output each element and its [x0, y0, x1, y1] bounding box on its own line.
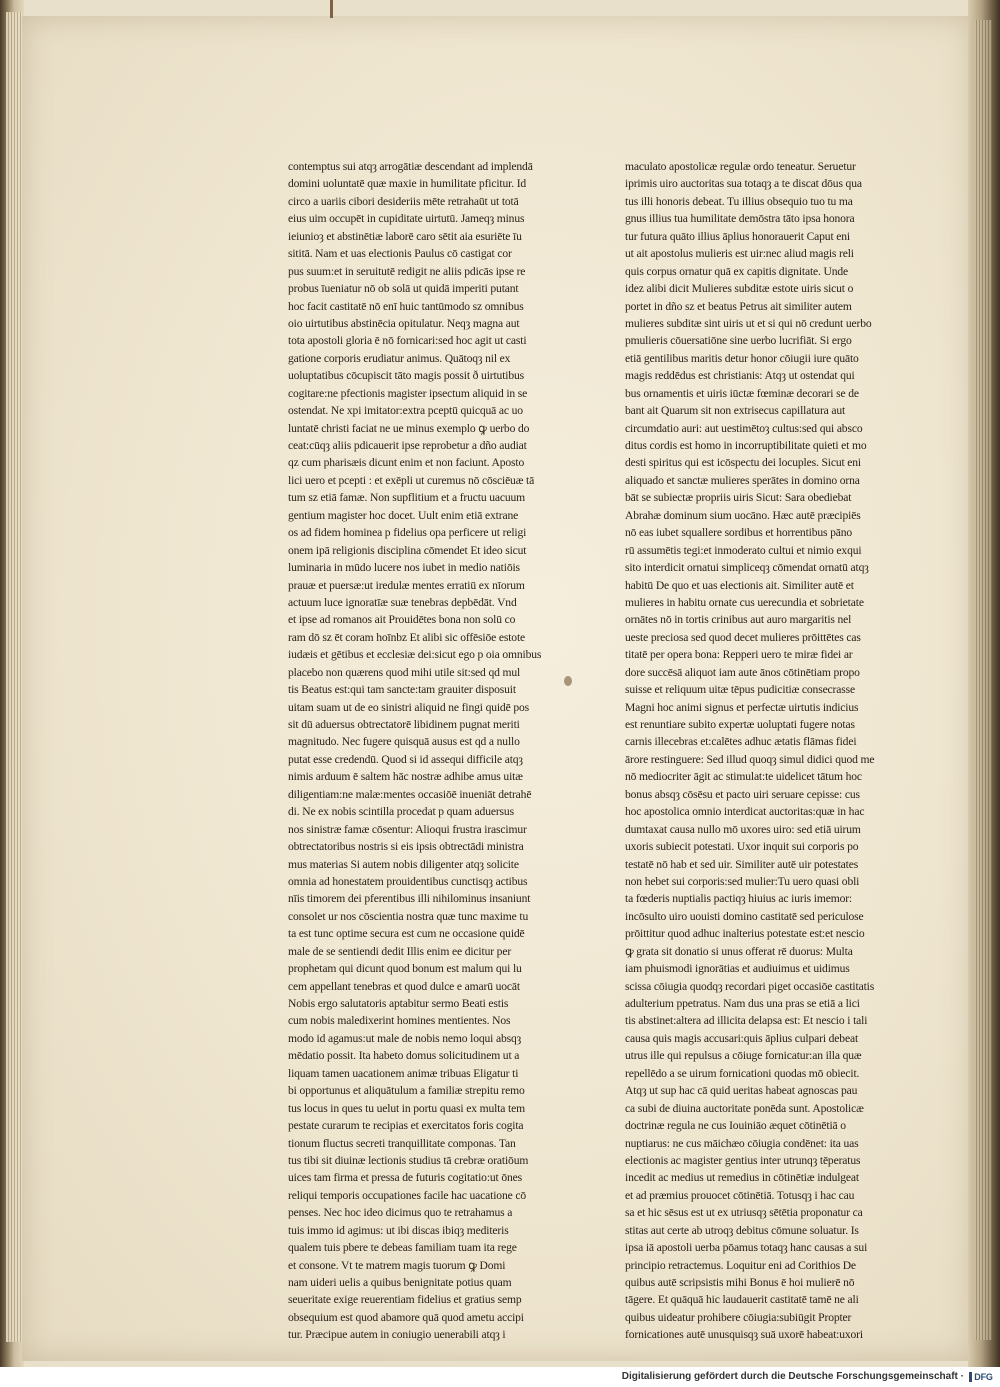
text-line: circo a uariis cibori desideriis mēte retrahaūt ut totā	[288, 194, 519, 208]
dfg-logo-bar	[969, 1372, 972, 1382]
text-line: incōsulto uiro uouisti domino castitatē sed periculose	[625, 909, 864, 923]
text-line: qz cum pharisæis dicunt enim et non faciunt. Aposto	[288, 456, 525, 470]
text-line: principio retractemus. Loquitur eni ad Corithios De	[625, 1258, 856, 1272]
text-line: Atqȝ ut sup hac cā quid ueritas habeat agnoscas pau	[625, 1084, 858, 1098]
text-line: prauæ et puersæ:ut iredulæ mentes erratiū ex nīorum	[288, 578, 525, 592]
text-line: nuptiarus: ne cus māichæo cōiugia condēnet: ita uas	[625, 1136, 859, 1150]
text-line: domini uoluntatē quæ maxie in humilitate pficitur. Id	[288, 177, 527, 191]
ink-stain	[564, 676, 572, 686]
text-line: et ipse ad romanos ait Prouidētes bona non solū co	[288, 613, 516, 627]
left-page-stack	[6, 12, 22, 1342]
footer-credit: Digitalisierung gefördert durch die Deutsche Forschungsgemeinschaft ·	[621, 1371, 964, 1382]
text-line: ut ait apostolus mulieris est uir:nec aliud magis reli	[625, 247, 854, 261]
footer-bar	[0, 1367, 1000, 1387]
text-line: portet in dño sz et beatus Petrus ait similiter autem	[625, 299, 852, 313]
text-line: omnia ad honestatem prouidentibus cunctisqȝ actibus	[288, 874, 528, 888]
text-line: doctrinæ regula ne cus Iouiniāo æquet cōtinētiā o	[625, 1119, 846, 1133]
text-line: liquam tamen uacationem animæ tribuas Eligatur ti	[288, 1066, 519, 1080]
text-line: testatē nō hab et sed uir. Similiter autē uir potestates	[625, 857, 859, 871]
text-line: ārore restinguere: Sed illud quoqȝ simul didici quod me	[625, 752, 875, 766]
text-line: bonus absqȝ cōsēsu et pacto uiri seruare cepisse: cus	[625, 787, 860, 801]
text-line: iprimis uiro auctoritas sua totaqȝ a te discat dōus qua	[625, 177, 862, 191]
text-line: actuum luce ignoratīæ suæ tenebras depbēdāt. Vnd	[288, 595, 517, 609]
text-line: luntatē christi faciat ne ue minus exemplo ꝙ uerbo do	[288, 421, 530, 435]
text-line: ditus cordis est homo in incorruptibilitate quieti et mo	[625, 439, 867, 452]
text-line: probus īueniatur nō ob solā ut quidā imperiti putant	[288, 282, 519, 296]
text-line: mulieres in habitu ornate cus uerecundia et sobrietate	[625, 595, 864, 609]
text-line: ueste preciosa sed quod decet mulieres prōittētes cas	[625, 630, 861, 644]
text-line: tum sz etiā famæ. Non supflitium et a fructu uacuum	[288, 491, 526, 505]
text-line: ca subi de diuina auctoritate ponēda sunt. Apostolicæ	[625, 1101, 864, 1115]
text-line: mulieres subditæ sint uiris ut et si qui nō credunt uerbo	[625, 316, 872, 330]
top-edge-mark	[330, 0, 333, 18]
text-line: ceat:cūqȝ aliis pdicauerit ipse reprobetur a dño audiat	[288, 439, 527, 452]
text-line: tus illi honoris debeat. Tu illius obsequio tuo tu ma	[625, 194, 853, 208]
text-line: Nobis ergo salutatoris aptabitur sermo Beati estis	[288, 997, 509, 1010]
text-line: tus tibi sit diuinæ lectionis studius tā crebræ oratiōum	[288, 1153, 529, 1167]
text-line: mus materias Si autem nobis diligenter atqȝ solicite	[288, 857, 519, 871]
text-line: cum nobis maledixerint homines mentientes. Nos	[288, 1014, 511, 1028]
text-line: incedit ac medius ut remedius in cōtinētiæ indulgeat	[625, 1171, 859, 1185]
text-line: scissa cōiugia quodqȝ recordari piget occasiōe castitatis	[625, 979, 875, 993]
text-line: nos sinistræ famæ cōsentur: Alioqui frustra irascimur	[288, 822, 527, 836]
text-line: prophetam qui dicunt quod bonum est malum qui lu	[288, 962, 522, 976]
text-line: et consone. Vt te matrem magis tuorum ꝙ Domi	[288, 1258, 506, 1272]
text-line: penses. Nec hoc ideo dicimus quo te retrahamus a	[288, 1206, 513, 1220]
text-line: nō mediocriter āgit ac stimulat:te uidelicet tātum hoc	[625, 770, 862, 784]
text-line: lici uero et pcepti : et exēpli ut curemus nō cōsciēuæ tā	[288, 473, 535, 487]
text-line: prōittitur quod adhuc inalterius potestate est:et nescio	[625, 927, 865, 941]
text-line: tis Beatus est:qui tam sancte:tam grauiter disposuit	[288, 683, 516, 697]
text-line: diligentiam:ne malæ:mentes occasiōē inueniāt detrahē	[288, 787, 532, 801]
text-line: ta est tunc optime secura est cum ne occasione quidē	[288, 927, 525, 941]
dfg-logo-icon[interactable]	[968, 1370, 994, 1384]
text-line: bi opportunus et aliquātulum a familiæ strepitu remo	[288, 1084, 525, 1098]
text-line: uitam suam ut de eo sinistri aliquid ne fingi quidē pos	[288, 700, 529, 714]
text-line: iam phuismodi ignorātias et audiuimus et uidimus	[625, 962, 850, 976]
text-line: pestate curarum te recipias et exercitatos foris cogita	[288, 1119, 524, 1133]
text-line: quibus autē scripsistis mihi Bonus ē hoi mulierē nō	[625, 1276, 855, 1289]
text-line: electionis ac magister gentius inter utrunqȝ tēperatus	[625, 1153, 861, 1167]
text-line: male de se sentiendi dedit Illis enim ee dicitur per	[288, 944, 512, 958]
text-line: magis reddēdus est christianis: Atqȝ ut ostendat qui	[625, 369, 855, 383]
text-line: ta fœderis nuptialis pactiqȝ hiuius ac iuris imemor:	[625, 892, 852, 906]
text-line: stitas aut certe ab utroqȝ debitus cōmune soluatur. Is	[625, 1223, 859, 1237]
text-line: qualem tuis pbere te debeas familiam tuam ita rege	[288, 1241, 517, 1255]
text-line: non hebet sui corporis:sed mulier:Tu uero quasi obli	[625, 874, 860, 888]
text-line: uoluptatibus cōcupiscit tāto magis possit ð uirtutibus	[288, 369, 524, 383]
text-line: ram dō sz ēt coram hoīnbz Et alibi sic offēsiōe estote	[288, 630, 526, 644]
text-line: hoc apostolica omnio interdicat auctoritas:quæ in hac	[625, 805, 865, 819]
text-line: bant ait Quarum sit non extrisecus capillatura aut	[625, 404, 846, 418]
text-line: di. Ne ex nobis scintilla procedat p quam aduersus	[288, 805, 514, 819]
text-line: tus locus in ques tu uelut in portu quasi ex multa tem	[288, 1101, 525, 1115]
text-line: seueritate exige reuerentiam fidelius et gratius semp	[288, 1293, 522, 1307]
text-line: ornātes nō in tortis crinibus aut auro margaritis nel	[625, 613, 852, 627]
text-line: nimis arduum ē saltem hāc nostræ adhibe amus uitæ	[288, 770, 523, 784]
text-line: nō eas iubet squallere sordibus et horrentibus pāno	[625, 526, 853, 540]
text-line: obtrectatoribus nostris si eis ipsis obtrectādi ministra	[288, 840, 524, 854]
text-line: habitū De quo et uas electionis ait. Similiter autē et	[625, 578, 854, 592]
text-line: rū assumētis tegi:et inmoderato cultui et nimio exqui	[625, 543, 862, 557]
text-line: hoc facit castitatē nō enī huic tantūmodo sz omnibus	[288, 299, 524, 313]
text-line: causa quis magis accusari:quis āplius culpari debeat	[625, 1031, 859, 1045]
text-line: nam uideri uelis a quibus benignitate potius quam	[288, 1276, 512, 1289]
text-line: reliqui temporis occupationes facile hac uacatione cō	[288, 1188, 526, 1202]
text-line: bus ornamentis et uiris iūctæ fœminæ decorari se de	[625, 386, 859, 400]
text-line: est renuntiare subito expertæ uoluptati fugere notas	[625, 718, 855, 731]
text-line: titatē per opera bona: Repperi uero te miræ fidei ar	[625, 648, 853, 662]
text-line: circumdatio auri: aut uestimētoȝ cultus:sed qui absco	[625, 421, 863, 435]
text-line: ipsa iā apostoli uerba pōamus totaqȝ hanc causas a sui	[625, 1241, 868, 1255]
text-line: fornicationes autē unusquisqȝ suā uxorē habeat:uxori	[625, 1328, 863, 1342]
text-line: pus suum:et in seruitutē redigit ne aliis pdicās ipse re	[288, 264, 526, 278]
text-line: carnis illecebras et:calētes adhuc ætatis flāmas fidei	[625, 735, 857, 749]
text-line: modo id agamus:ut male de nobis nemo loqui absqȝ	[288, 1031, 522, 1045]
text-line: placebo non quærens quod mihi utile sit:sed qd mul	[288, 665, 521, 679]
text-line: ꝙ grata sit donatio si unus offerat rē duorus: Multa	[625, 944, 853, 958]
text-column-right	[625, 158, 903, 1344]
text-line: gnus illius tua humilitate demōstra tāto ipsa honora	[625, 212, 855, 226]
text-line: et ad præmius prouocet cōtinētiā. Totusqȝ i hac cau	[625, 1188, 855, 1202]
text-line: dore succēsā aliquot iam aute ānos cōtinētiam propo	[625, 665, 860, 679]
text-line: dumtaxat causa nullo mō uxores uiro: sed etiā uirum	[625, 822, 861, 836]
text-line: tur. Præcipue autem in coniugio uenerabili atqȝ i	[288, 1328, 506, 1342]
text-line: consolet ur nos cōscientia nostra quæ tunc maxime tu	[288, 909, 529, 923]
text-line: os ad fidem hominea p fidelius opa perficere ut religi	[288, 526, 527, 540]
text-line: tis abstinet:altera ad illicita delapsa est: Et nescio i tali	[625, 1014, 868, 1028]
text-line: sito interdicit ornatui simpliceqȝ cōmendat ornatū atqȝ	[625, 561, 869, 575]
text-line: suisse et reliquum uitæ tēpus pudicitiæ consecrasse	[625, 683, 855, 697]
text-line: sa et hic sēsus est ut ex utriusqȝ sētētia proponatur ca	[625, 1206, 863, 1220]
dfg-logo-text: DFG	[974, 1372, 993, 1382]
text-line: adulterium ppetratus. Nam dus una pras se etiā a lici	[625, 997, 860, 1010]
text-line: maculato apostolicæ regulæ ordo teneatur. Seruetur	[625, 160, 856, 173]
right-page-stack	[974, 20, 992, 1340]
text-line: idez alibi dicit Mulieres subditæ estote uiris sicut o	[625, 282, 854, 296]
text-line: obsequium est quod abamore quā quod ametu accipi	[288, 1310, 524, 1324]
text-line: tionum fluctus secreti tranquillitate componas. Tan	[288, 1136, 516, 1150]
text-line: uxoris subiecit potestati. Uxor inquit sui corporis po	[625, 840, 859, 854]
text-line: repellēdo a se uirum fornicationi quodas mō obiecit.	[625, 1066, 860, 1080]
text-line: tāgere. Et quāquā hic laudauerit castitatē tamē ne ali	[625, 1293, 859, 1307]
text-line: ieiunioȝ et abstinētiæ laborē caro sētit aia esuriēte īu	[288, 229, 522, 243]
text-line: pmulieris cōuersatiōne sine uerbo lucrifiāt. Si ergo	[625, 334, 852, 348]
text-line: luminaria in mūdo lucere nos iubet in medio natiōis	[288, 561, 520, 575]
text-line: mēdatio possit. Ita habeto domus solicitudinem ut a	[288, 1049, 520, 1063]
text-line: utrus ille qui repulsus a cōiuge fornicatur:an illa quæ	[625, 1049, 862, 1063]
text-line: sit dū aduersus obtrectatorē libidinem pugnat meriti	[288, 718, 520, 731]
text-line: magnitudo. Nec fugere quisquā ausus est qd a nullo	[288, 735, 520, 749]
text-line: Abrahæ dominum sium uocāno. Hæc autē præcipiēs	[625, 508, 861, 522]
text-line: gentium magister hoc docet. Uult enim etiā extrane	[288, 508, 519, 522]
text-line: aliquado et sanctæ mulieres sperātes in domino orna	[625, 473, 860, 487]
text-line: bāt se subiectæ propriis uiris Sicut: Sara obediebat	[625, 491, 852, 505]
text-line: ostendat. Ne xpi imitator:extra pceptū quicquā ac uo	[288, 404, 523, 418]
text-line: contemptus sui atqȝ arrogātiæ descendant ad implendā	[288, 160, 533, 173]
text-line: cogitare:ne pfectionis magister ipsectum aliquid in se	[288, 386, 528, 400]
text-line: onem ipā religionis disciplina cōmendet Et ideo sicut	[288, 543, 527, 557]
text-line: quis corpus ornatur quā ex capitis dignitate. Unde	[625, 264, 849, 278]
text-line: desti spiritus qui est icōspectu dei locuples. Sicut eni	[625, 456, 861, 470]
text-line: tota apostoli gloria ē nō fornicari:sed hoc agit ut casti	[288, 334, 527, 348]
text-line: cem appellant tenebras et quod dulce e amarū uocāt	[288, 979, 520, 993]
text-line: tuis immo id agimus: ut ibi discas ibiqȝ mediteris	[288, 1223, 509, 1237]
text-column-left	[288, 158, 558, 1344]
text-line: tur futura quāto illius āplius honorauerit Caput eni	[625, 229, 850, 243]
text-line: etiā gentilibus maritis detur honor cōiugii iure quāto	[625, 351, 859, 365]
text-line: iudæis et gētibus et ecclesiæ dei:sicut ego p oia omnibus	[288, 648, 542, 662]
text-line: uices tam firma et pressa de futuris cogitatio:ut ōnes	[288, 1171, 523, 1185]
text-line: gatione corporis erudiatur animus. Quātoqȝ nil ex	[288, 351, 511, 365]
text-line: putat esse credendū. Quod si id assequi difficile atqȝ	[288, 752, 523, 766]
text-line: Magni hoc animi signus et perfectæ uirtutis indicius	[625, 700, 859, 714]
text-line: sititā. Nam et uas electionis Paulus cō castigat cor	[288, 247, 512, 261]
text-line: oio uirtutibus abstinēcia opitulatur. Neqȝ magna aut	[288, 316, 520, 330]
text-line: nīis timorem dei pferentibus illi nihilominus insaniunt	[288, 892, 531, 906]
text-line: eius uim occupēt in cupiditate uirtutū. Jameqȝ minus	[288, 212, 525, 226]
text-line: quibus uideatur prohibere cōiugia:subiūgit Propter	[625, 1310, 852, 1324]
